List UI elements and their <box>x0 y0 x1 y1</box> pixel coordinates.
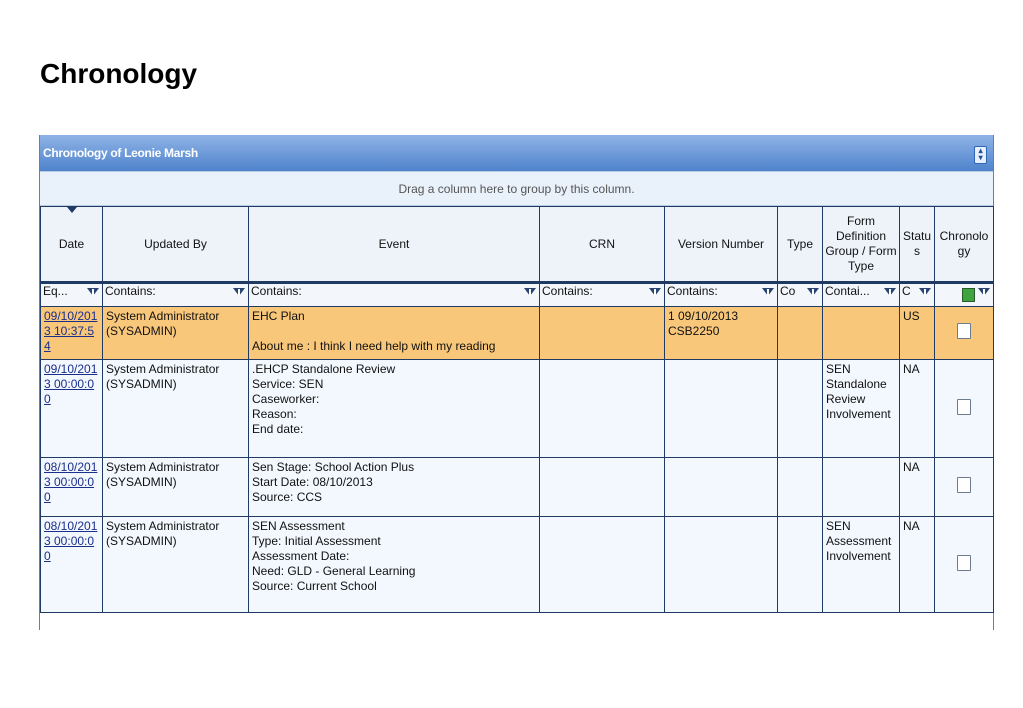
updated-by-cell: System Administrator (SYSADMIN) <box>103 360 249 458</box>
event-cell <box>249 517 540 613</box>
crn-cell <box>540 517 665 613</box>
event-line: Sen Stage: School Action Plus <box>252 460 415 474</box>
filter-date[interactable]: Eq... <box>41 283 103 307</box>
column-header-status[interactable]: Statu s <box>900 207 935 283</box>
version-cell <box>665 458 778 517</box>
filter-icon[interactable] <box>807 288 819 296</box>
filter-icon[interactable] <box>884 288 896 296</box>
date-cell[interactable] <box>41 458 103 517</box>
event-line: Caseworker: <box>252 392 320 406</box>
event-line: Service: SEN <box>252 377 324 391</box>
event-line: Start Date: 08/10/2013 <box>252 475 373 489</box>
version-cell <box>665 360 778 458</box>
column-header-chronology[interactable]: Chronolo gy <box>935 207 994 283</box>
table-row[interactable] <box>41 458 994 517</box>
filter-row <box>41 283 994 307</box>
status-cell: US <box>900 307 935 360</box>
crn-cell <box>540 360 665 458</box>
updated-by-cell: System Administrator (SYSADMIN) <box>103 517 249 613</box>
form-cell: SEN Assessment Involvement <box>823 517 900 613</box>
updated-by-cell: System Administrator (SYSADMIN) <box>103 458 249 517</box>
filter-icon[interactable] <box>524 288 536 296</box>
filter-type[interactable]: Co <box>778 283 823 307</box>
event-line: Reason: <box>252 407 297 421</box>
grid-title-bar <box>40 135 993 171</box>
event-cell <box>249 307 540 360</box>
filter-form-definition[interactable]: Contai... <box>823 283 900 307</box>
column-header-date[interactable]: Date <box>41 207 103 283</box>
column-header-version-number[interactable]: Version Number <box>665 207 778 283</box>
grid-title: Chronology of Leonie Marsh <box>43 146 198 160</box>
column-header-updated-by[interactable]: Updated By <box>103 207 249 283</box>
event-line: SEN Assessment <box>252 519 345 533</box>
event-line: About me : I think I need help with my reading <box>252 339 496 353</box>
filter-status[interactable]: C <box>900 283 935 307</box>
date-link[interactable]: 08/10/2013 00:00:00 <box>44 460 98 504</box>
filter-icon[interactable] <box>649 288 661 296</box>
chronology-checkbox[interactable] <box>957 555 971 571</box>
filter-updated-by[interactable]: Contains: <box>103 283 249 307</box>
column-header-event[interactable]: Event <box>249 207 540 283</box>
type-cell <box>778 307 823 360</box>
chronology-cell <box>935 458 994 517</box>
date-link[interactable]: 09/10/2013 00:00:00 <box>44 362 98 406</box>
chronology-cell <box>935 307 994 360</box>
date-cell[interactable] <box>41 307 103 360</box>
chronology-grid <box>39 135 994 630</box>
event-line: EHC Plan <box>252 309 305 323</box>
chronology-checkbox[interactable] <box>957 477 971 493</box>
group-hint: Drag a column here to group by this column. <box>398 181 635 196</box>
chronology-checkbox[interactable] <box>957 399 971 415</box>
event-line: End date: <box>252 422 304 436</box>
select-all-icon[interactable] <box>962 288 975 302</box>
filter-icon[interactable] <box>919 288 931 296</box>
group-by-panel[interactable] <box>40 171 993 206</box>
header-row <box>41 207 994 283</box>
filter-icon[interactable] <box>762 288 774 296</box>
column-header-crn[interactable]: CRN <box>540 207 665 283</box>
type-cell <box>778 360 823 458</box>
table-row[interactable] <box>41 360 994 458</box>
column-header-form-definition[interactable]: Form Definition Group / Form Type <box>823 207 900 283</box>
form-cell: SEN Standalone Review Involvement <box>823 360 900 458</box>
table-row[interactable] <box>41 517 994 613</box>
filter-version-number[interactable]: Contains: <box>665 283 778 307</box>
crn-cell <box>540 458 665 517</box>
filter-chronology[interactable] <box>935 283 994 307</box>
page-title: Chronology <box>40 58 198 89</box>
version-cell <box>665 517 778 613</box>
date-link[interactable]: 08/10/2013 00:00:00 <box>44 519 98 563</box>
event-line <box>252 324 536 339</box>
crn-cell <box>540 307 665 360</box>
filter-icon[interactable] <box>978 288 990 296</box>
date-cell[interactable] <box>41 360 103 458</box>
updated-by-cell: System Administrator (SYSADMIN) <box>103 307 249 360</box>
event-line: Source: CCS <box>252 490 323 504</box>
event-line: Type: Initial Assessment <box>252 534 381 548</box>
sort-desc-icon <box>67 207 77 213</box>
chronology-checkbox[interactable] <box>957 323 971 339</box>
version-cell: 1 09/10/2013 CSB2250 <box>665 307 778 360</box>
type-cell <box>778 517 823 613</box>
chronology-cell <box>935 517 994 613</box>
event-cell <box>249 458 540 517</box>
table-row[interactable] <box>41 307 994 360</box>
event-line: Assessment Date: <box>252 549 350 563</box>
chronology-cell <box>935 360 994 458</box>
filter-icon[interactable] <box>87 288 99 296</box>
filter-crn[interactable]: Contains: <box>540 283 665 307</box>
grid-menu-icon[interactable]: ▴ ▾ <box>974 146 987 164</box>
event-line: Source: Current School <box>252 579 377 593</box>
date-link[interactable]: 09/10/2013 10:37:54 <box>44 309 98 353</box>
form-cell <box>823 307 900 360</box>
column-header-type[interactable]: Type <box>778 207 823 283</box>
type-cell <box>778 458 823 517</box>
form-cell <box>823 458 900 517</box>
event-line: Need: GLD - General Learning <box>252 564 416 578</box>
date-cell[interactable] <box>41 517 103 613</box>
status-cell: NA <box>900 517 935 613</box>
event-line: .EHCP Standalone Review <box>252 362 396 376</box>
status-cell: NA <box>900 360 935 458</box>
event-cell <box>249 360 540 458</box>
chronology-table <box>40 206 994 613</box>
filter-event[interactable]: Contains: <box>249 283 540 307</box>
filter-icon[interactable] <box>233 288 245 296</box>
status-cell: NA <box>900 458 935 517</box>
